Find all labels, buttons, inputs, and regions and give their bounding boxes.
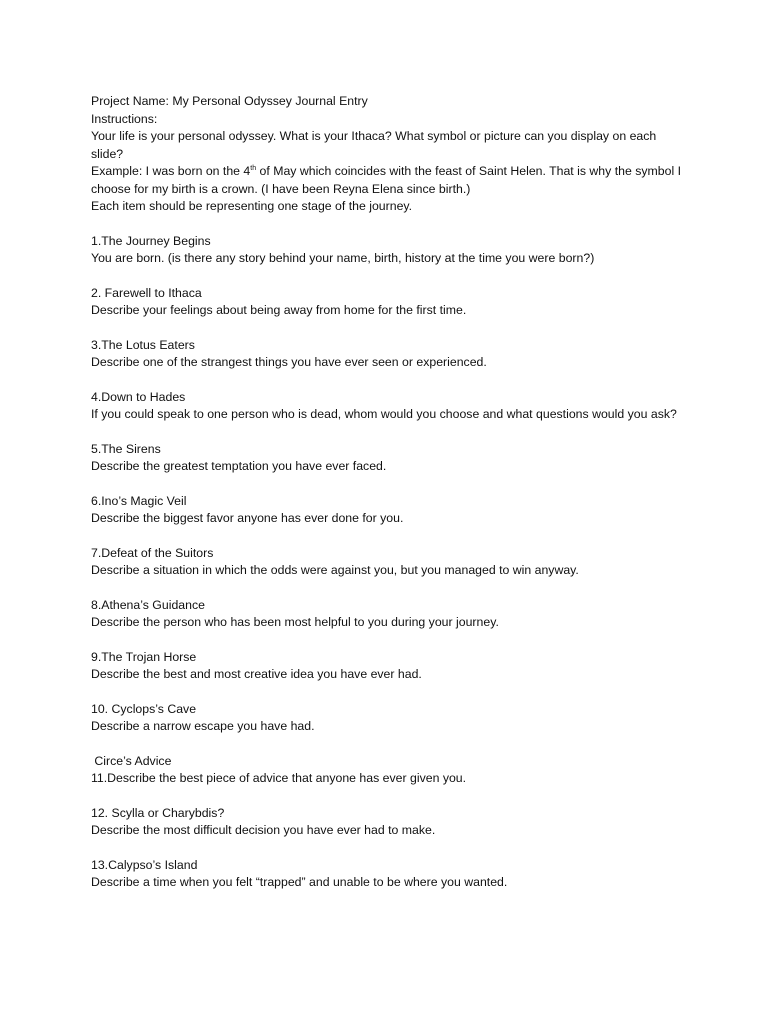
item-description: You are born. (is there any story behind your name, birth, history at the time you were born?): [91, 251, 595, 265]
journey-item: [91, 389, 691, 424]
item-description: Describe the best and most creative idea you have ever had.: [91, 667, 422, 681]
journey-item: [91, 493, 691, 528]
journey-item: [91, 857, 691, 892]
example-text-start: Example: I was born on the 4: [91, 164, 251, 178]
item-title: 13.Calypso’s Island: [91, 857, 198, 872]
each-item-text: Each item should be representing one stage of the journey.: [91, 199, 413, 213]
item-title: 3.The Lotus Eaters: [91, 337, 195, 352]
intro-text: Your life is your personal odyssey. What is your Ithaca? What symbol or picture can you display on each slide?: [91, 129, 657, 161]
item-title: 8.Athena’s Guidance: [91, 597, 205, 612]
instructions-label: Instructions:: [91, 111, 158, 126]
example-text-end: of May which coincides with the feast of Saint Helen. That is why the symbol I choose for my birth is a crown. (I have been Reyna Elena since birth.): [91, 164, 682, 196]
journey-item: [91, 441, 691, 476]
item-description: Describe your feelings about being away from home for the first time.: [91, 303, 467, 317]
item-description: Describe the biggest favor anyone has ever done for you.: [91, 511, 404, 525]
journey-item: [91, 233, 691, 268]
project-name: Project Name: My Personal Odyssey Journal Entry: [91, 94, 368, 108]
example-superscript: th: [250, 164, 257, 172]
item-title: Circe’s Advice: [91, 753, 172, 768]
item-title: 10. Cyclops’s Cave: [91, 701, 197, 716]
journey-item: [91, 337, 691, 372]
item-title: 6.Ino’s Magic Veil: [91, 493, 187, 508]
item-title: 1.The Journey Begins: [91, 233, 211, 248]
example-text: [91, 163, 691, 198]
item-description: Describe the most difficult decision you have ever had to make.: [91, 823, 436, 837]
item-description: Describe a time when you felt “trapped” and unable to be where you wanted.: [91, 875, 508, 889]
journey-item: [91, 701, 691, 736]
item-description: Describe a situation in which the odds were against you, but you managed to win anyway.: [91, 563, 579, 577]
journey-item: [91, 805, 691, 840]
journey-item: [91, 753, 691, 788]
item-description: Describe one of the strangest things you have ever seen or experienced.: [91, 355, 487, 369]
item-title: 5.The Sirens: [91, 441, 161, 456]
item-description: Describe the person who has been most helpful to you during your journey.: [91, 615, 499, 629]
item-description: If you could speak to one person who is dead, whom would you choose and what questions would you ask?: [91, 407, 677, 421]
item-description: Describe a narrow escape you have had.: [91, 719, 315, 733]
journey-item: [91, 545, 691, 580]
item-title: 2. Farewell to Ithaca: [91, 285, 202, 300]
item-title: 4.Down to Hades: [91, 389, 186, 404]
item-description: 11.Describe the best piece of advice that anyone has ever given you.: [91, 771, 467, 785]
journey-item: [91, 649, 691, 684]
item-title: 9.The Trojan Horse: [91, 649, 197, 664]
journey-item: [91, 597, 691, 632]
item-title: 7.Defeat of the Suitors: [91, 545, 214, 560]
journey-item: [91, 285, 691, 320]
document-page: [91, 93, 691, 892]
item-title: 12. Scylla or Charybdis?: [91, 805, 225, 820]
item-description: Describe the greatest temptation you have ever faced.: [91, 459, 387, 473]
